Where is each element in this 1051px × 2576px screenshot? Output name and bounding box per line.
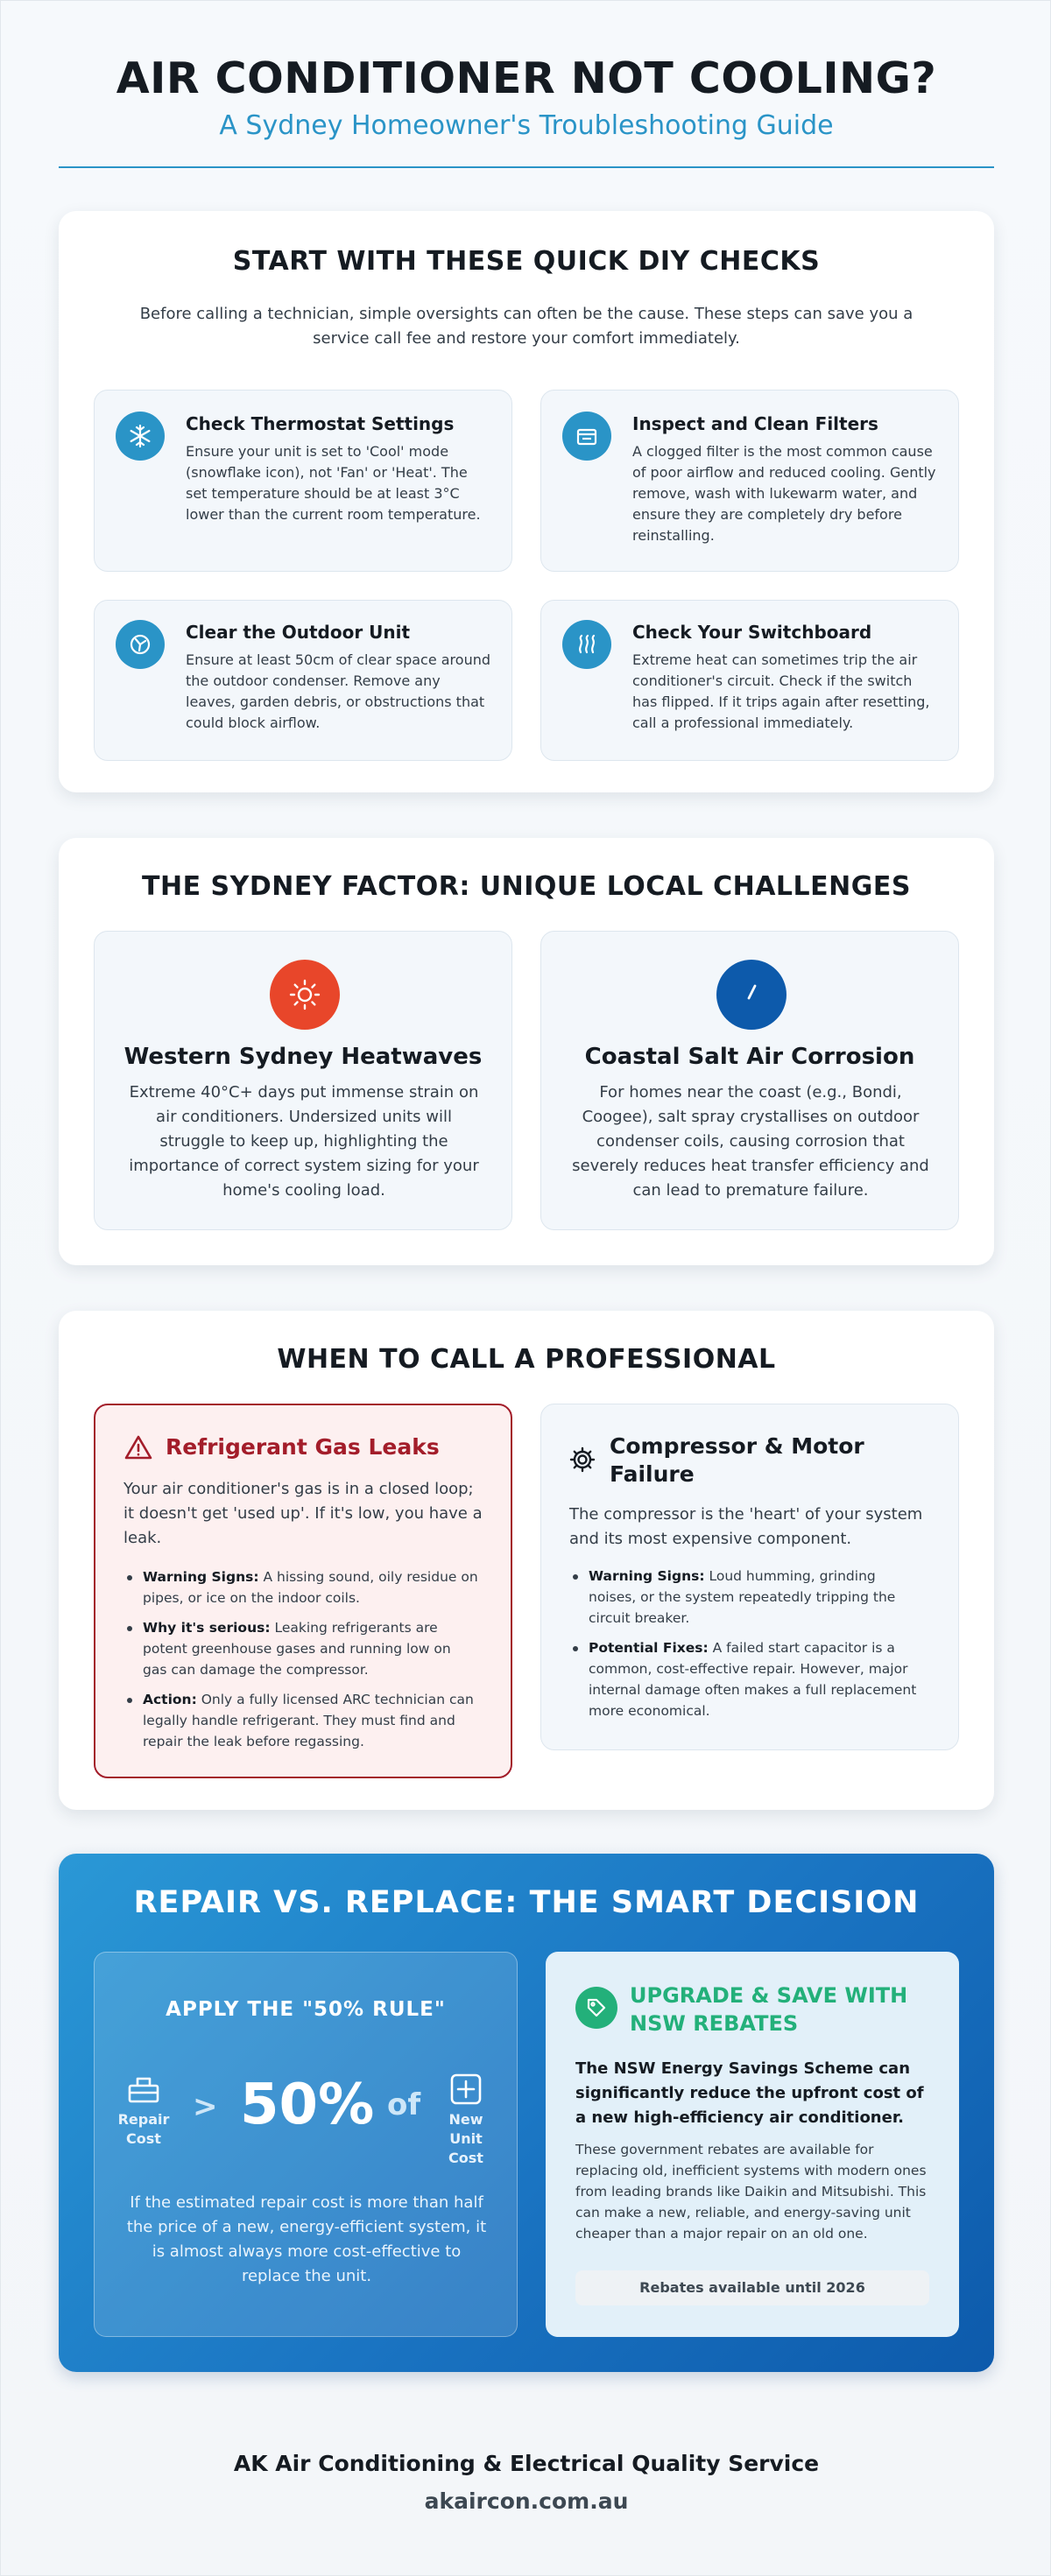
- diy-card-outdoor-unit: [94, 600, 512, 761]
- compressor-failure-header: [569, 1432, 925, 1489]
- snowflake-icon: [116, 412, 165, 461]
- diy-card-text: Ensure your unit is set to 'Cool' mode (snowflake icon), not 'Fan' or 'Heat'. The set temperature should be at least 3°C lower than the current room temperature.: [186, 443, 481, 523]
- repair-section-title: REPAIR VS. REPLACE: THE SMART DECISION: [133, 1885, 920, 1920]
- repair-cost-group: [117, 2070, 170, 2149]
- rebate-availability-badge: Rebates available until 2026: [575, 2270, 929, 2305]
- refrigerant-leak-header: [123, 1433, 440, 1461]
- list-item-text: Leaking refrigerants are potent greenhouse gases and running low on gas can damage the compressor.: [143, 1620, 451, 1678]
- rule-title: APPLY THE "50% RULE": [166, 1998, 446, 2021]
- rule-formula: [95, 2070, 517, 2166]
- refrigerant-leak-card: [94, 1404, 512, 1778]
- gear-icon: [569, 1446, 597, 1475]
- diy-card-switchboard: [540, 600, 959, 761]
- diy-card-title: Clear the Outdoor Unit: [186, 622, 411, 643]
- diy-card-text: Ensure at least 50cm of clear space around the outdoor condenser. Remove any leaves, garden debris, or obstructions that could block airflow.: [186, 651, 491, 731]
- repair-cost-label-1: Repair: [117, 2111, 170, 2128]
- diy-intro: Before calling a technician, simple oversights can often be the cause. These steps can save you a service call fee and restore your comfort immediately.: [139, 305, 913, 348]
- tag-icon: [575, 1987, 617, 2029]
- list-item-text: Loud humming, grinding noises, or the system repeatedly tripping the circuit breaker.: [589, 1568, 896, 1626]
- list-item-label: Why it's serious:: [143, 1620, 271, 1636]
- new-unit-label-3: Cost: [448, 2150, 483, 2166]
- salt-spray-icon: [716, 960, 786, 1030]
- compressor-failure-list: [569, 1566, 924, 1730]
- list-item: [123, 1617, 478, 1680]
- filter-icon: [562, 412, 611, 461]
- sydney-card-salt-air: [540, 931, 959, 1230]
- professional-section: [59, 1311, 994, 1810]
- list-item-text: A failed start capacitor is a common, cost-effective repair. However, major internal damage often makes a full replacement more economical.: [589, 1640, 917, 1719]
- rebate-lead: The NSW Energy Savings Scheme can significantly reduce the upfront cost of a new high-efficiency air conditioner.: [575, 2059, 924, 2127]
- list-item: [123, 1689, 478, 1752]
- page-footer: [1, 2451, 1051, 2514]
- rebate-title: UPGRADE & SAVE WITH NSW REBATES: [630, 1983, 908, 2036]
- diy-card-thermostat: [94, 390, 512, 572]
- list-item-label: Warning Signs:: [143, 1569, 259, 1585]
- sydney-section-title: THE SYDNEY FACTOR: UNIQUE LOCAL CHALLENGES: [142, 871, 911, 902]
- list-item-label: Action:: [143, 1692, 197, 1707]
- nsw-rebates-card: [546, 1952, 959, 2337]
- compressor-failure-title: Compressor & Motor Failure: [610, 1433, 864, 1487]
- sydney-card-title: Western Sydney Heatwaves: [123, 1044, 483, 1070]
- sun-icon: [270, 960, 340, 1030]
- rule-text: If the estimated repair cost is more than half the price of a new, energy-efficient system, it is almost always more cost-effective to replace the unit.: [126, 2193, 487, 2285]
- list-item: [123, 1566, 478, 1608]
- rebate-text: These government rebates are available for replacing old, inefficient systems with modern ones from leading brands like Daikin and Mitsubishi. This can make a new, reliable, and energy-saving unit cheaper than a major repair on an old one.: [575, 2142, 927, 2242]
- refrigerant-leak-title: Refrigerant Gas Leaks: [166, 1434, 440, 1460]
- switchboard-icon: [562, 620, 611, 669]
- toolbox-icon: [117, 2070, 170, 2110]
- repair-cost-label-2: Cost: [126, 2130, 161, 2147]
- compressor-failure-card: [540, 1404, 959, 1750]
- list-item-label: Warning Signs:: [589, 1568, 705, 1584]
- page-title: AIR CONDITIONER NOT COOLING?: [116, 53, 937, 103]
- refrigerant-leak-list: [123, 1566, 478, 1761]
- plus-box-icon: [438, 2070, 494, 2110]
- diy-card-title: Inspect and Clean Filters: [632, 413, 878, 434]
- footer-website-link[interactable]: akaircon.com.au: [424, 2488, 629, 2514]
- fan-icon: [116, 620, 165, 669]
- list-item-label: Potential Fixes:: [589, 1640, 709, 1656]
- new-unit-cost-group: [438, 2070, 494, 2168]
- new-unit-label-1: New: [448, 2111, 483, 2128]
- list-item-text: Only a fully licensed ARC technician can legally handle refrigerant. They must find and repair the leak before regassing.: [143, 1692, 474, 1749]
- diy-card-text: Extreme heat can sometimes trip the air conditioner's circuit. Check if the switch has flipped. If it trips again after resetting, call a professional immediately.: [632, 651, 930, 731]
- professional-section-title: WHEN TO CALL A PROFESSIONAL: [277, 1344, 776, 1375]
- sydney-card-heatwaves: [94, 931, 512, 1230]
- sydney-card-title: Coastal Salt Air Corrosion: [584, 1044, 915, 1070]
- fifty-percent-rule-card: [94, 1952, 518, 2337]
- page-header: [59, 53, 994, 143]
- refrigerant-leak-lead: Your air conditioner's gas is in a closed loop; it doesn't get 'used up'. If it's low, you have a leak.: [123, 1480, 483, 1547]
- sydney-card-text: Extreme 40°C+ days put immense strain on air conditioners. Undersized units will struggle to keep up, highlighting the importance of correct system sizing for your home's cooling load.: [129, 1083, 479, 1200]
- sydney-card-text: For homes near the coast (e.g., Bondi, Coogee), salt spray crystallises on outdoor condenser coils, causing corrosion that severely reduces heat transfer efficiency and can lead to premature failure.: [572, 1083, 929, 1200]
- repair-vs-replace-section: [59, 1854, 994, 2372]
- of-word: of: [387, 2087, 421, 2122]
- diy-card-title: Check Thermostat Settings: [186, 413, 455, 434]
- diy-checks-section: [59, 211, 994, 792]
- list-item: [569, 1637, 924, 1721]
- new-unit-label-2: Unit: [449, 2130, 483, 2147]
- list-item-text: A hissing sound, oily residue on pipes, or ice on the indoor coils.: [143, 1569, 478, 1606]
- compressor-failure-lead: The compressor is the 'heart' of your system and its most expensive component.: [569, 1505, 923, 1548]
- diy-card-filters: [540, 390, 959, 572]
- fifty-percent-value: 50%: [240, 2073, 375, 2137]
- sydney-factor-section: [59, 838, 994, 1265]
- diy-card-title: Check Your Switchboard: [632, 622, 872, 643]
- list-item: [569, 1566, 924, 1629]
- diy-section-title: START WITH THESE QUICK DIY CHECKS: [232, 246, 821, 277]
- greater-than-sign: >: [193, 2089, 218, 2124]
- diy-card-text: A clogged filter is the most common cause of poor airflow and reduced cooling. Gently remove, wash with lukewarm water, and ensure they are completely dry before reinstalling.: [632, 443, 936, 544]
- page-subtitle: A Sydney Homeowner's Troubleshooting Guide: [219, 110, 834, 141]
- header-divider: [59, 166, 994, 168]
- warning-icon: [123, 1433, 153, 1461]
- footer-company-name: AK Air Conditioning & Electrical Quality Service: [233, 2451, 820, 2476]
